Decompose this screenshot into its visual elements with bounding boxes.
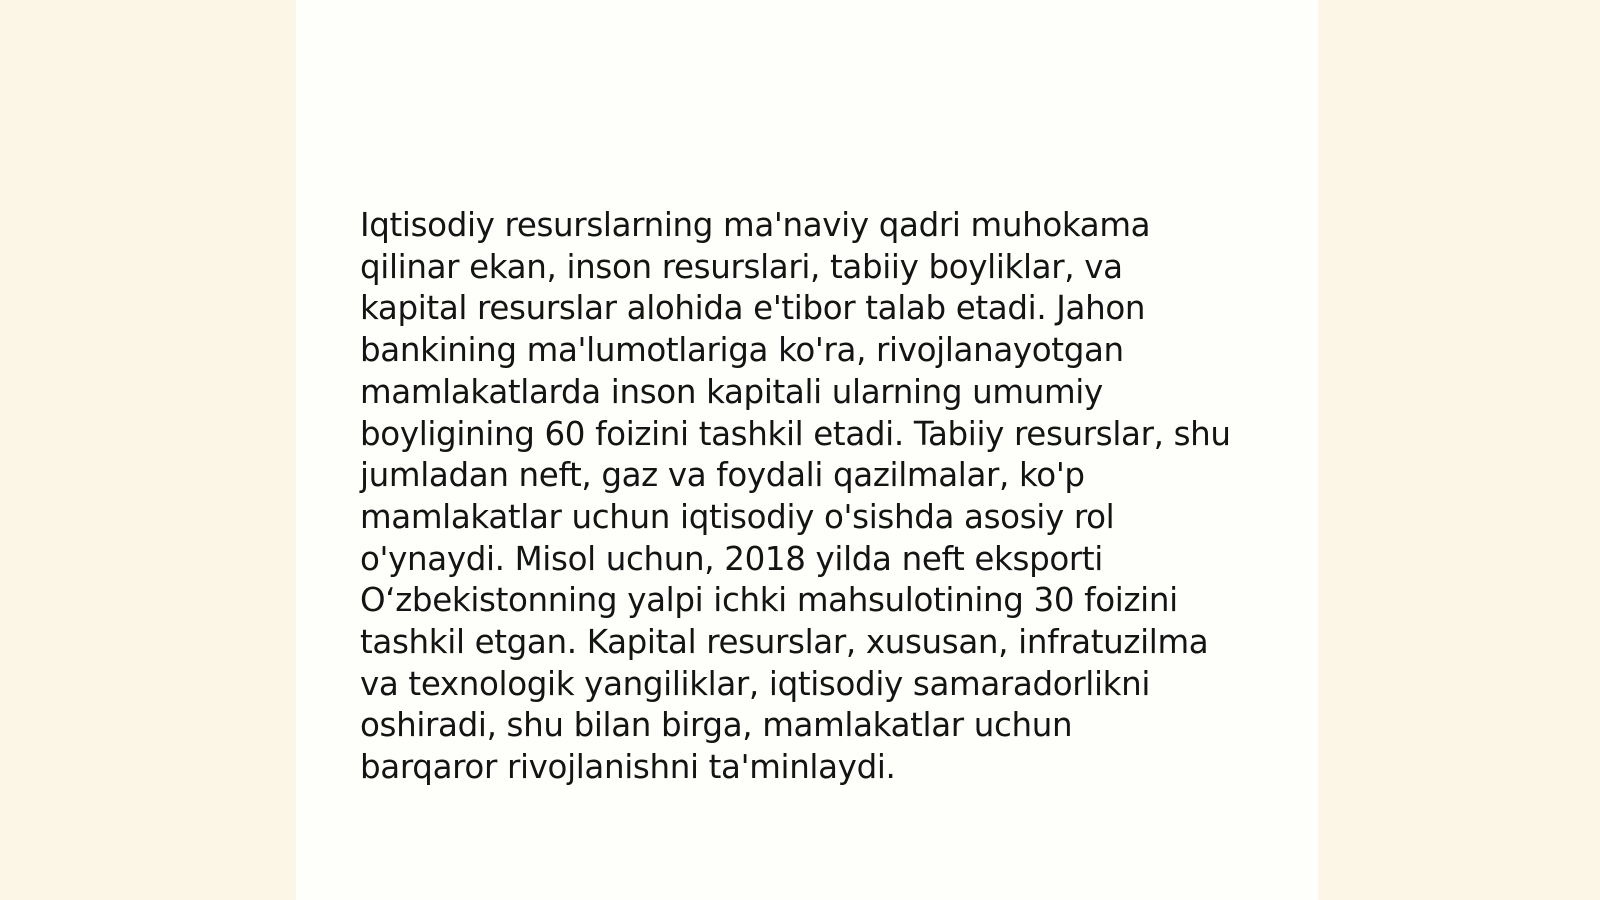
- document-page: [296, 0, 1318, 900]
- paragraph-line: Iqtisodiy resurslarning ma'naviy qadri muhokama: [360, 206, 1151, 244]
- paragraph-line: jumladan neft, gaz va foydali qazilmalar, ko'p: [360, 456, 1085, 495]
- paragraph-line: kapital resurslar alohida e'tibor talab etadi. Jahon: [360, 289, 1146, 328]
- paragraph-line: o'ynaydi. Misol uchun, 2018 yilda neft eksporti: [360, 539, 1103, 578]
- paragraph-line: O‘zbekistonning yalpi ichki mahsulotining 30 foizini: [360, 581, 1178, 620]
- paragraph-line: mamlakatlar uchun iqtisodiy o'sishda asosiy rol: [360, 497, 1115, 536]
- paragraph-line: barqaror rivojlanishni ta'minlaydi.: [360, 748, 896, 787]
- paragraph-line: boyligining 60 foizini tashkil etadi. Tabiiy resurslar, shu: [360, 414, 1231, 453]
- paragraph-line: mamlakatlarda inson kapitali ularning umumiy: [360, 372, 1103, 411]
- paragraph-line: oshiradi, shu bilan birga, mamlakatlar uchun: [360, 706, 1073, 745]
- paragraph-line: va texnologik yangiliklar, iqtisodiy samaradorlikni: [360, 664, 1151, 703]
- paragraph-line: bankining ma'lumotlariga ko'ra, rivojlanayotgan: [360, 331, 1124, 370]
- paragraph-line: qilinar ekan, inson resurslari, tabiiy boyliklar, va: [360, 247, 1123, 286]
- body-paragraph: [360, 205, 1260, 789]
- paragraph-line: tashkil etgan. Kapital resurslar, xususan, infratuzilma: [360, 623, 1209, 662]
